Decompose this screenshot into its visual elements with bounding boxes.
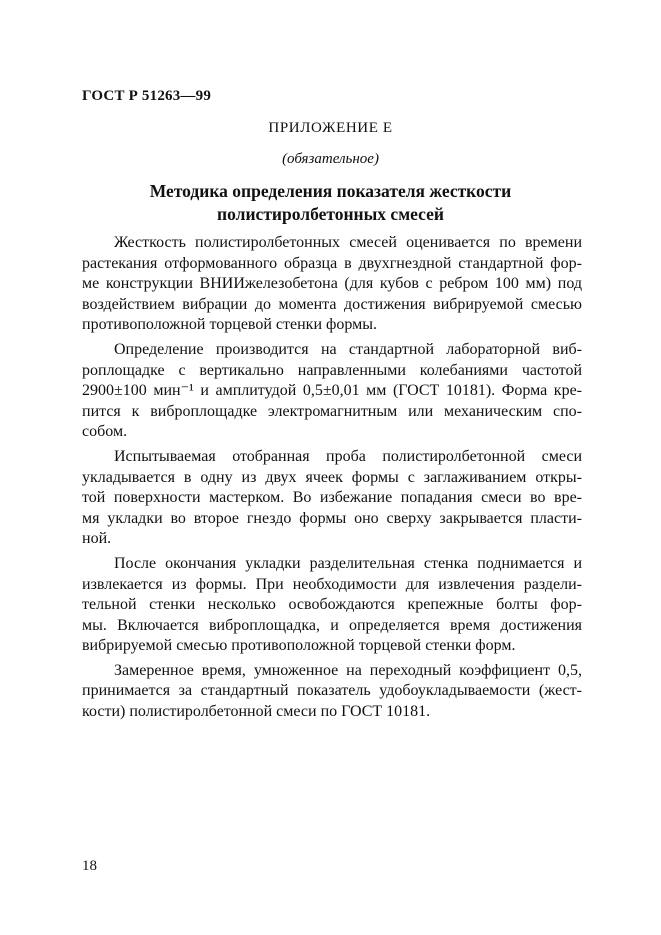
text-line: принимается за стандартный показатель удобоукладываемости (жест- bbox=[82, 682, 582, 700]
text-line: тельной стенки несколько освобождаются крепежные болты фор- bbox=[82, 596, 582, 614]
section-title-line: полистиролбетонных смесей bbox=[217, 204, 444, 224]
text-line: После окончания укладки разделительная стенка поднимается и bbox=[114, 554, 582, 572]
text-line: растекания отформованного образца в двухгнездной стандартной фор- bbox=[82, 254, 582, 272]
paragraph bbox=[82, 340, 582, 443]
paragraph bbox=[82, 233, 582, 336]
text-line: той поверхности мастерком. Во избежание попадания смеси во вре- bbox=[82, 489, 582, 507]
text-line: собом. bbox=[82, 423, 128, 441]
text-line: Определение производится на стандартной лабораторной виб- bbox=[114, 340, 582, 358]
appendix-note: (обязательное) bbox=[282, 151, 379, 167]
text-line: кости) полистиролбетонной смеси по ГОСТ 10181. bbox=[82, 703, 431, 721]
text-line: 2900±100 мин⁻¹ и амплитудой 0,5±0,01 мм (ГОСТ 10181). Форма кре- bbox=[82, 382, 582, 400]
paragraph bbox=[82, 554, 582, 657]
text-line: воздействием вибрации до момента достижения вибрируемой смесью bbox=[82, 295, 582, 313]
text-line: укладывается в одну из двух ячеек формы с заглаживанием откры- bbox=[82, 468, 582, 486]
text-line: мы. Включается виброплощадка, и определяется время достижения bbox=[82, 616, 582, 634]
text-line: Жесткость полистиролбетонных смесей оценивается по времени bbox=[114, 234, 582, 251]
text-line: ной. bbox=[82, 530, 112, 548]
section-title bbox=[100, 180, 561, 226]
text-line: роплощадке с вертикально направленными колебаниями частотой bbox=[82, 361, 582, 379]
appendix-label: ПРИЛОЖЕНИЕ Е bbox=[268, 120, 393, 136]
text-line: Замеренное время, умноженное на переходный коэффициент 0,5, bbox=[114, 661, 582, 679]
page-number: 18 bbox=[82, 858, 97, 874]
text-line: извлекается из формы. При необходимости для извлечения раздели- bbox=[82, 575, 582, 593]
section-title-line: Методика определения показателя жесткости bbox=[149, 181, 512, 201]
text-line: противоположной торцевой стенки формы. bbox=[82, 316, 378, 334]
text-line: ме конструкции ВНИИжелезобетона (для кубов с ребром 100 мм) под bbox=[82, 275, 582, 293]
text-line: мя укладки во второе гнездо формы оно сверху закрывается пласти- bbox=[82, 509, 582, 527]
document-code: ГОСТ Р 51263—99 bbox=[82, 88, 212, 104]
text-line: Испытываемая отобранная проба полистиролбетонной смеси bbox=[114, 447, 582, 465]
body-text bbox=[82, 233, 582, 727]
text-line: пится к виброплощадке электромагнитным или механическим спо- bbox=[82, 402, 582, 420]
paragraph bbox=[82, 661, 582, 723]
paragraph bbox=[82, 447, 582, 550]
text-line: вибрируемой смесью противоположной торцевой стенки форм. bbox=[82, 637, 516, 655]
